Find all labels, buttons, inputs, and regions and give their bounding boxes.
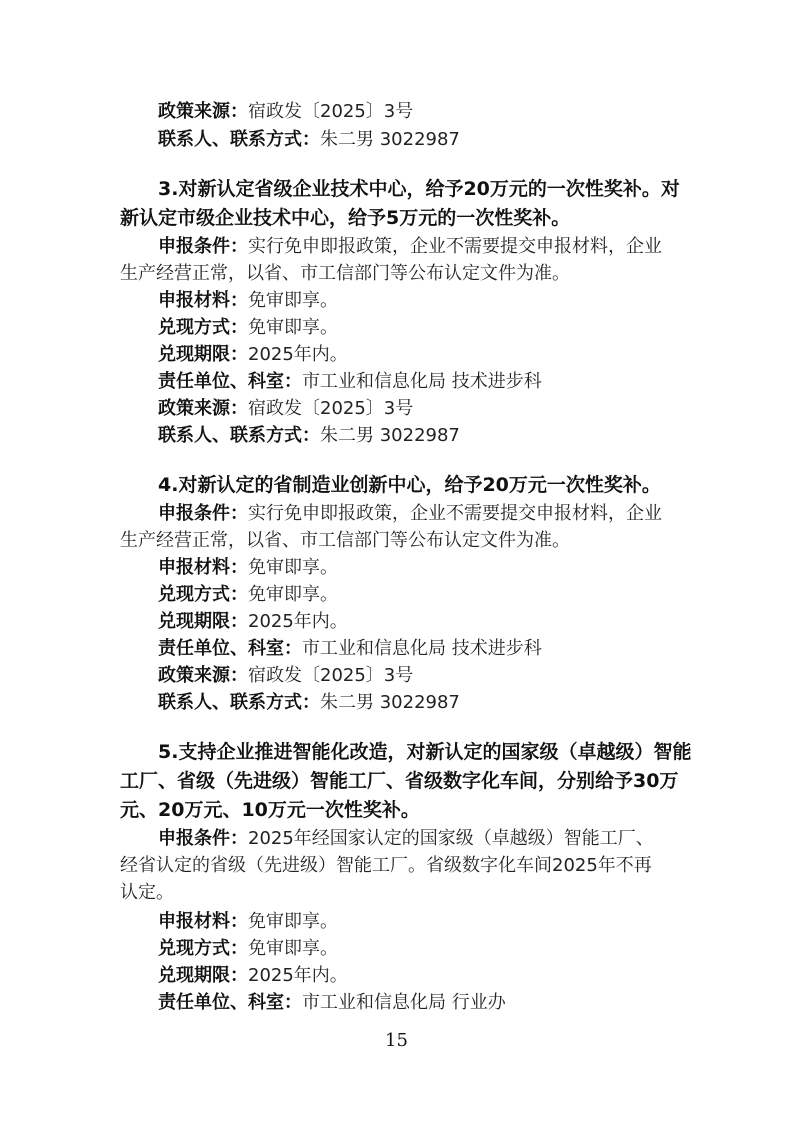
method-value: 免审即享。 bbox=[248, 938, 338, 959]
unit-label: 责任单位、科室： bbox=[158, 638, 302, 659]
unit-label: 责任单位、科室： bbox=[158, 371, 302, 392]
condition-label: 申报条件： bbox=[158, 236, 248, 257]
contact-label: 联系人、联系方式： bbox=[158, 692, 320, 713]
period-line bbox=[158, 608, 718, 636]
policy-source-line bbox=[158, 395, 718, 423]
period-line bbox=[158, 962, 718, 990]
section-heading: 工厂、省级（先进级）智能工厂、省级数字化车间，分别给予30万 bbox=[120, 770, 679, 792]
condition-continuation: 经省认定的省级（先进级）智能工厂。省级数字化车间2025年不再 bbox=[120, 855, 652, 876]
unit-line bbox=[158, 989, 718, 1017]
unit-value: 市工业和信息化局 技术进步科 bbox=[302, 638, 542, 659]
contact-label: 联系人、联系方式： bbox=[158, 129, 320, 150]
policy-source-value: 宿政发〔2025〕3号 bbox=[248, 101, 414, 122]
period-value: 2025年内。 bbox=[248, 344, 348, 365]
condition-continuation: 认定。 bbox=[120, 882, 174, 903]
method-label: 兑现方式： bbox=[158, 938, 248, 959]
page-number: 15 bbox=[385, 1030, 408, 1051]
contact-value: 朱二男 3022987 bbox=[320, 425, 460, 446]
condition-continuation: 生产经营正常，以省、市工信部门等公布认定文件为准。 bbox=[120, 530, 570, 551]
contact-line bbox=[158, 689, 718, 717]
period-line bbox=[158, 341, 718, 369]
policy-source-label: 政策来源： bbox=[158, 101, 248, 122]
materials-label: 申报材料： bbox=[158, 557, 248, 578]
section-heading: 新认定市级企业技术中心，给予5万元的一次性奖补。 bbox=[120, 207, 571, 229]
materials-value: 免审即享。 bbox=[248, 557, 338, 578]
contact-line bbox=[158, 422, 718, 450]
period-label: 兑现期限： bbox=[158, 344, 248, 365]
section-heading: 4.对新认定的省制造业创新中心，给予20万元一次性奖补。 bbox=[158, 474, 661, 496]
method-label: 兑现方式： bbox=[158, 317, 248, 338]
section-heading: 元、20万元、10万元一次性奖补。 bbox=[120, 799, 420, 821]
materials-line bbox=[158, 287, 718, 315]
unit-line bbox=[158, 635, 718, 663]
unit-label: 责任单位、科室： bbox=[158, 992, 302, 1013]
unit-line bbox=[158, 368, 718, 396]
materials-line bbox=[158, 908, 718, 936]
policy-source-line bbox=[158, 98, 718, 126]
condition-value: 2025年经国家认定的国家级（卓越级）智能工厂、 bbox=[248, 828, 654, 849]
unit-value: 市工业和信息化局 技术进步科 bbox=[302, 371, 542, 392]
materials-label: 申报材料： bbox=[158, 911, 248, 932]
materials-line bbox=[158, 554, 718, 582]
condition-line bbox=[158, 825, 718, 853]
method-value: 免审即享。 bbox=[248, 317, 338, 338]
condition-value: 实行免申即报政策，企业不需要提交申报材料，企业 bbox=[248, 503, 662, 524]
method-label: 兑现方式： bbox=[158, 584, 248, 605]
condition-line bbox=[158, 500, 718, 528]
condition-label: 申报条件： bbox=[158, 828, 248, 849]
method-value: 免审即享。 bbox=[248, 584, 338, 605]
condition-continuation: 生产经营正常，以省、市工信部门等公布认定文件为准。 bbox=[120, 263, 570, 284]
period-label: 兑现期限： bbox=[158, 965, 248, 986]
contact-value: 朱二男 3022987 bbox=[320, 129, 460, 150]
unit-value: 市工业和信息化局 行业办 bbox=[302, 992, 506, 1013]
condition-value: 实行免申即报政策，企业不需要提交申报材料，企业 bbox=[248, 236, 662, 257]
method-line bbox=[158, 314, 718, 342]
policy-source-label: 政策来源： bbox=[158, 398, 248, 419]
condition-line bbox=[158, 233, 718, 261]
section-heading: 3.对新认定省级企业技术中心，给予20万元的一次性奖补。对 bbox=[158, 178, 680, 200]
materials-value: 免审即享。 bbox=[248, 911, 338, 932]
materials-label: 申报材料： bbox=[158, 290, 248, 311]
contact-label: 联系人、联系方式： bbox=[158, 425, 320, 446]
materials-value: 免审即享。 bbox=[248, 290, 338, 311]
section-heading: 5.支持企业推进智能化改造，对新认定的国家级（卓越级）智能 bbox=[158, 741, 692, 763]
contact-value: 朱二男 3022987 bbox=[320, 692, 460, 713]
policy-source-line bbox=[158, 662, 718, 690]
method-line bbox=[158, 935, 718, 963]
method-line bbox=[158, 581, 718, 609]
contact-line bbox=[158, 126, 718, 154]
condition-label: 申报条件： bbox=[158, 503, 248, 524]
policy-source-value: 宿政发〔2025〕3号 bbox=[248, 398, 414, 419]
period-value: 2025年内。 bbox=[248, 611, 348, 632]
policy-source-label: 政策来源： bbox=[158, 665, 248, 686]
period-label: 兑现期限： bbox=[158, 611, 248, 632]
period-value: 2025年内。 bbox=[248, 965, 348, 986]
policy-source-value: 宿政发〔2025〕3号 bbox=[248, 665, 414, 686]
